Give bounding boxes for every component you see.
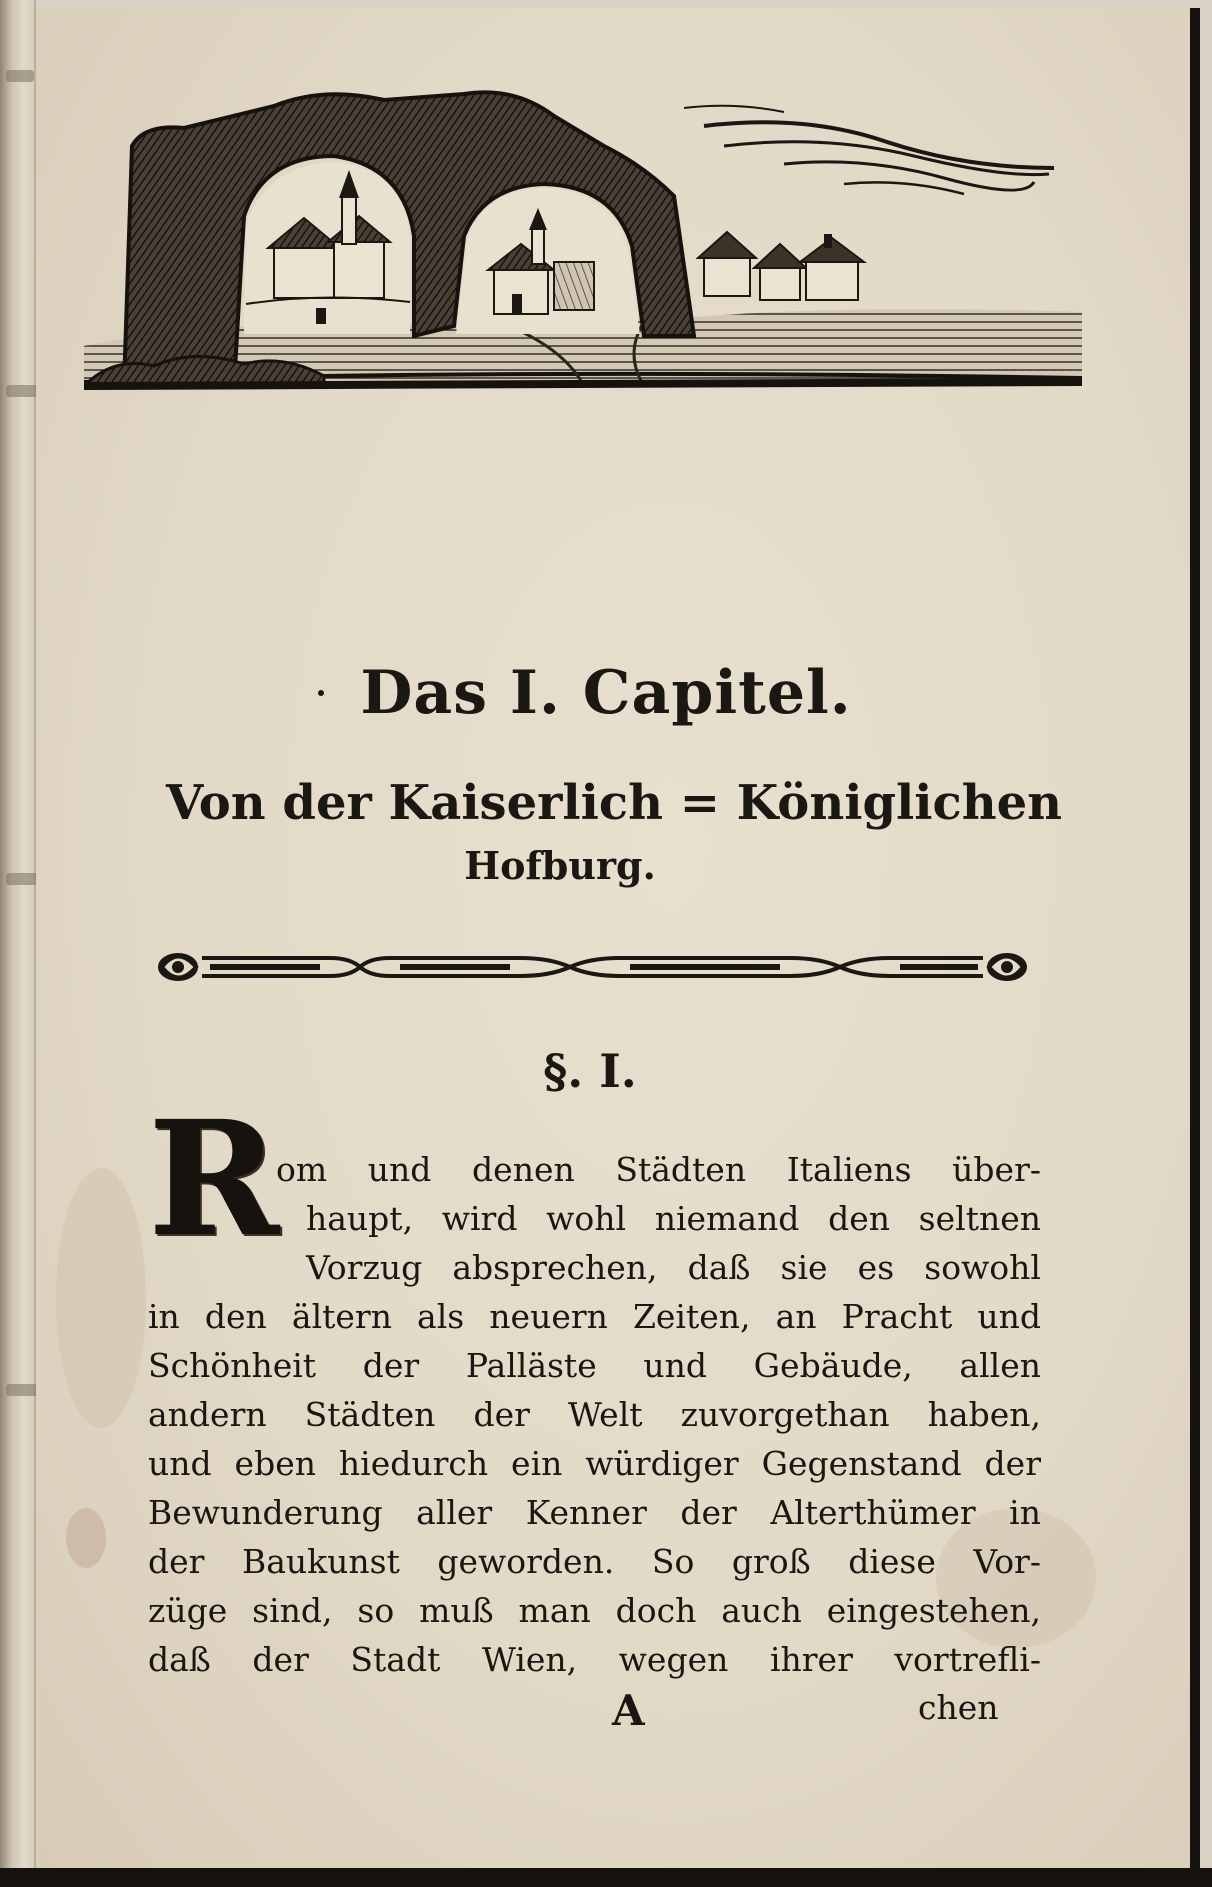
printer-signature-mark: A [612, 1686, 645, 1735]
body-text-line: om und denen Städten Italiens über- [276, 1150, 1041, 1189]
paper-stain [56, 1168, 146, 1428]
scan-bottom-edge [0, 1868, 1212, 1887]
chapter-title: Das I. Capitel. [360, 658, 852, 728]
body-text-line: und eben hiedurch ein würdiger Gegenstand der [148, 1444, 1041, 1483]
body-text-line: Vorzug absprechen, daß sie es sowohl [306, 1248, 1041, 1287]
body-text-line: züge sind, so muß man doch auch eingestehen, [148, 1591, 1041, 1630]
chapter-subtitle-line2: Hofburg. [464, 843, 656, 888]
ruined-arch-vignette [84, 86, 1082, 466]
village-right [698, 232, 864, 300]
chapter-subtitle-line1: Von der Kaiserlich = Königlichen [165, 775, 1063, 831]
paper-stain [66, 1508, 106, 1568]
drop-cap-initial: R [148, 1087, 280, 1272]
book-binding-edge [0, 0, 36, 1887]
catchword: chen [918, 1688, 999, 1727]
body-text-line: Schönheit der Palläste und Gebäude, allen [148, 1346, 1041, 1385]
body-text-line: haupt, wird wohl niemand den seltnen [306, 1199, 1041, 1238]
body-text-line: Bewunderung aller Kenner der Alterthümer in [148, 1493, 1041, 1532]
section-number: §. I. [543, 1044, 637, 1098]
cloud-strokes [684, 106, 1054, 194]
body-text-line: der Baukunst geworden. So groß diese Vor- [148, 1542, 1041, 1581]
body-text-line: andern Städten der Welt zuvorgethan haben, [148, 1395, 1041, 1434]
ornamental-rule [150, 940, 1035, 994]
binding-stitch [6, 70, 34, 82]
village-in-arch-left [244, 162, 410, 334]
body-text-line: in den ältern als neuern Zeiten, an Pracht und [148, 1297, 1041, 1336]
body-text-line: daß der Stadt Wien, wegen ihrer vortrefli- [148, 1640, 1041, 1679]
